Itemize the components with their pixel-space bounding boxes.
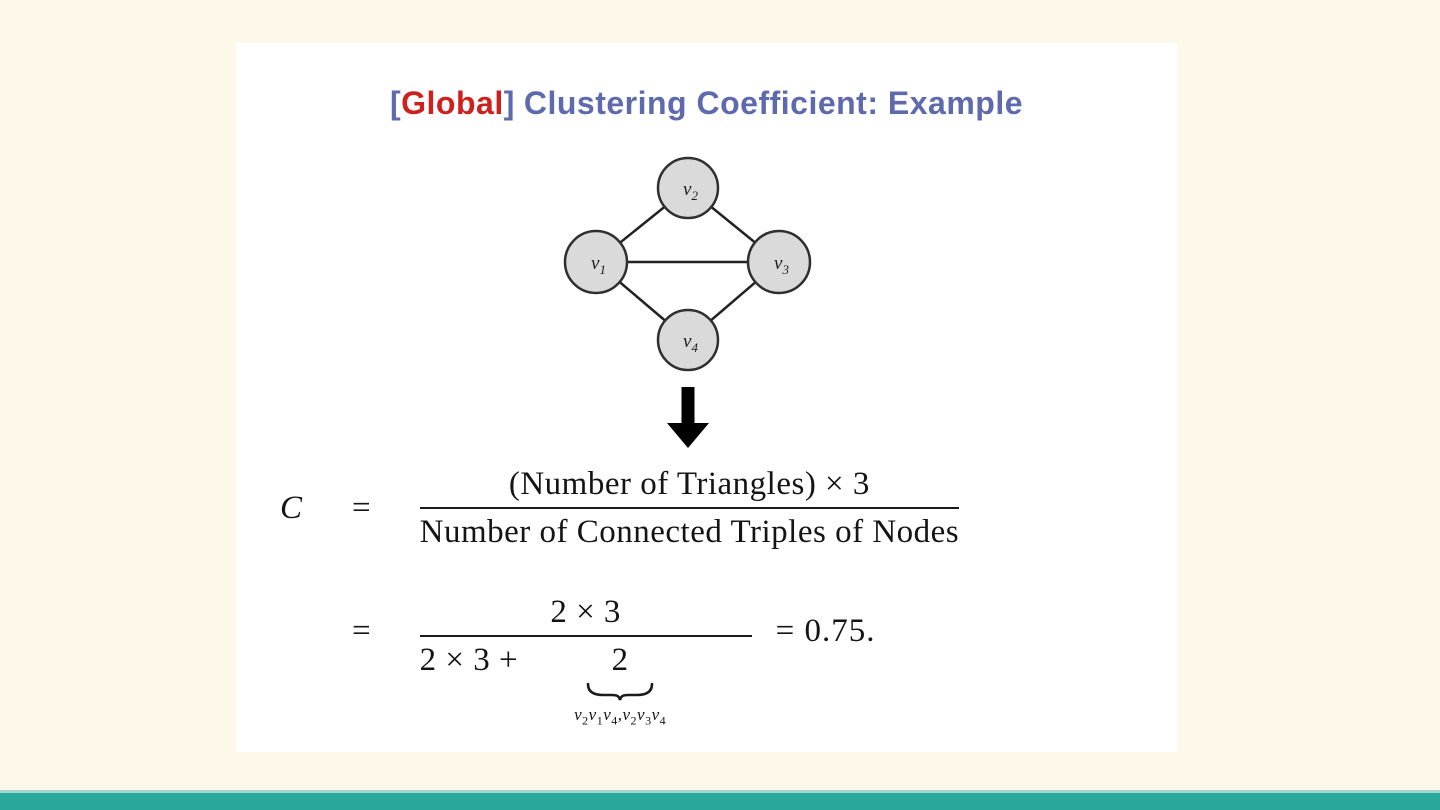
underbrace-icon	[586, 682, 654, 701]
title-highlight: Global	[401, 85, 504, 121]
equation-lhs: C	[280, 489, 303, 526]
node-label-v4: $v_4$	[683, 331, 698, 355]
fraction-denominator	[420, 637, 752, 731]
node-label-v2: $v_2$	[683, 179, 698, 203]
underbrace-value: 2	[611, 642, 629, 678]
underbrace-group	[574, 639, 666, 731]
footer-bar	[0, 790, 1440, 810]
fraction-numerator: (Number of Triangles) × 3	[508, 466, 870, 502]
equation-result: = 0.75.	[775, 613, 876, 649]
fraction-values	[420, 589, 752, 731]
underbrace-label: $v_2v_1v_4,v_2v_3v_4$	[574, 705, 667, 728]
node-label-v1: $v_1$	[591, 253, 606, 277]
fraction-numerator: 2 × 3	[550, 594, 621, 630]
title-text: Clustering Coefficient: Example	[523, 85, 1023, 121]
equation-definition	[280, 461, 959, 555]
equals-sign: =	[352, 489, 372, 526]
slide	[236, 43, 1177, 752]
title-bracket-close: ]	[503, 85, 515, 121]
equation-values	[280, 589, 876, 731]
equals-sign: =	[352, 613, 372, 649]
fraction-definition	[420, 461, 960, 555]
fraction-denominator: Number of Connected Triples of Nodes	[419, 514, 960, 550]
title-bracket-open: [	[389, 85, 402, 121]
node-label-v3: $v_3$	[774, 253, 789, 277]
graph-diagram	[540, 140, 840, 390]
denominator-terms: 2 × 3 +	[419, 642, 519, 678]
down-arrow-icon	[662, 387, 714, 449]
slide-title	[236, 85, 1177, 122]
